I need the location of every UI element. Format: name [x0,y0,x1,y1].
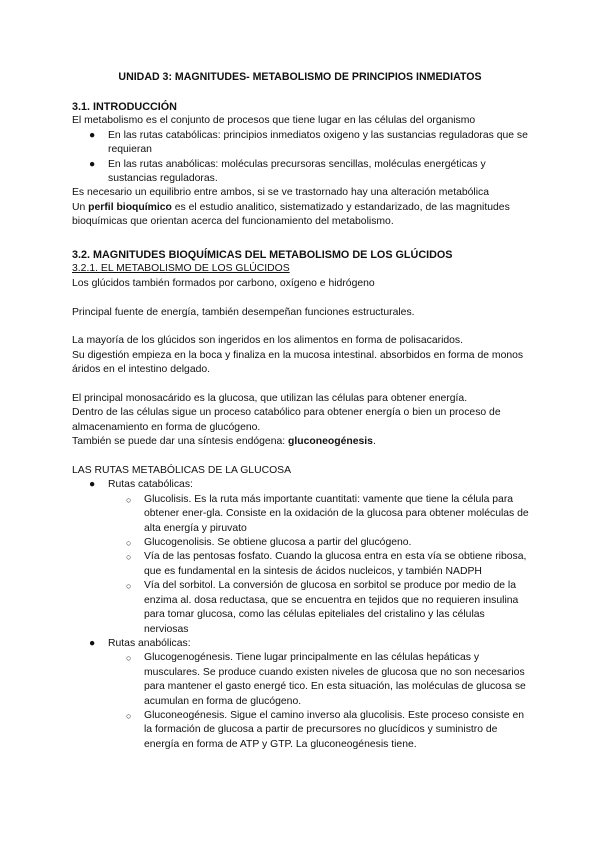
section-heading: 3.2. MAGNITUDES BIOQUÍMICAS DEL METABOLISMO DE LOS GLÚCIDOS [72,249,453,261]
bullet-icon: ● [89,479,96,491]
rutas-list [72,478,532,752]
intro-bullet-list [72,129,532,187]
gluconeogenesis-term: gluconeogénesis [288,436,373,448]
bullet-icon: ● [89,129,96,141]
paragraph: Dentro de las células sigue un proceso catabólico para obtener energía o bien un proceso de almacenamiento en forma de glucógeno. [72,407,501,433]
paragraph: También se puede dar una síntesis endógena: gluconeogénesis. [72,436,376,448]
list-item: ○ Glucogenolisis. Se obtiene glucosa a partir del glucógeno. [72,536,532,550]
list-item: ○ Vía del sorbitol. La conversión de glucosa en sorbitol se produce por medio de la enzima al. dosa reductasa, que se encuentra en tejidos que no requieren insulina para tomar glucosa, como las células epiteliales del cristalino y las células nerviosas [126,580,519,635]
intro-paragraph: El metabolismo es el conjunto de procesos que tiene lugar en las células del organismo [72,115,476,127]
list-item: ● En las rutas catabólicas: principios inmediatos oxigeno y las sustancias reguladoras que se requieran [89,129,528,156]
list-item: ● Rutas catabólicas: [72,478,532,492]
section-glucidos [72,248,532,752]
list-item: ○ Glucolisis. Es la ruta más importante cuantitati: vamente que tiene la célula para obtener ener-gla. Consiste en la oxidación de la glucosa para obtener moléculas de alta energía y piruvato [126,493,529,534]
equilibrio-paragraph: Es necesario un equilibrio entre ambos, si se ve trastornado hay una alteración metabólica [72,187,490,199]
document-title: UNIDAD 3: MAGNITUDES- METABOLISMO DE PRINCIPIOS INMEDIATOS [118,71,482,83]
paragraph: La mayoría de los glúcidos son ingeridos en los alimentos en forma de polisacaridos. [72,335,464,347]
bullet-icon: ● [89,637,96,649]
list-item: ● En las rutas anabólicas: moléculas precursoras sencillas, moléculas energéticas y sustancias reguladoras. [89,158,486,185]
rutas-heading: LAS RUTAS METABÓLICAS DE LA GLUCOSA [72,465,292,477]
bullet-icon: ● [89,158,96,170]
list-item: ● Rutas anabólicas: [72,637,532,651]
list-item: ○ Glucogenogénesis. Tiene lugar principalmente en las células hepáticas y musculares. Se produce cuando existen niveles de glucosa que no son necesarios para mantener el gasto energé tico. En esta situación, las moléculas de glucosa se acumulan en forma de glucógeno. [126,652,526,707]
perfil-paragraph: Un perfil bioquímico es el estudio analitico, sistematizado y estandarizado, de las magnitudes bioquímicas que orientan acerca del funcionamiento del metabolismo. [72,201,510,228]
circle-bullet-icon: ○ [126,552,132,563]
paragraph: Principal fuente de energía, también desempeñan funciones estructurales. [72,306,415,318]
circle-bullet-icon: ○ [126,538,132,549]
section-heading: 3.1. INTRODUCCIÓN [72,101,177,113]
paragraph: El principal monosacárido es la glucosa, que utilizan las células para obtener energía. [72,393,468,405]
circle-bullet-icon: ○ [126,653,132,664]
section-introduccion [72,100,532,230]
list-item: ○ Vía de las pentosas fosfato. Cuando la glucosa entra en esta vía se obtiene ribosa, que es fundamental en la sintesis de ácidos nucleicos, y también NADPH [126,551,527,577]
circle-bullet-icon: ○ [126,710,132,721]
circle-bullet-icon: ○ [126,581,132,592]
list-item: ○ Gluconeogénesis. Sigue el camino inverso ala glucolisis. Este proceso consiste en la formación de glucosa a partir de precursores no glucídicos y suministro de energía en forma de ATP y GTP. La gluconeogénesis tiene. [126,709,525,750]
paragraph: Su digestión empieza en la boca y finaliza en la mucosa intestinal. absorbidos en forma de monos áridos en el intestino delgado. [72,349,524,376]
perfil-term: perfil bioquímico [88,201,172,213]
paragraph: Los glúcidos también formados por carbono, oxígeno e hidrógeno [72,277,375,289]
subsection-heading: 3.2.1. EL METABOLISMO DE LOS GLÚCIDOS [72,263,290,275]
circle-bullet-icon: ○ [126,494,132,505]
